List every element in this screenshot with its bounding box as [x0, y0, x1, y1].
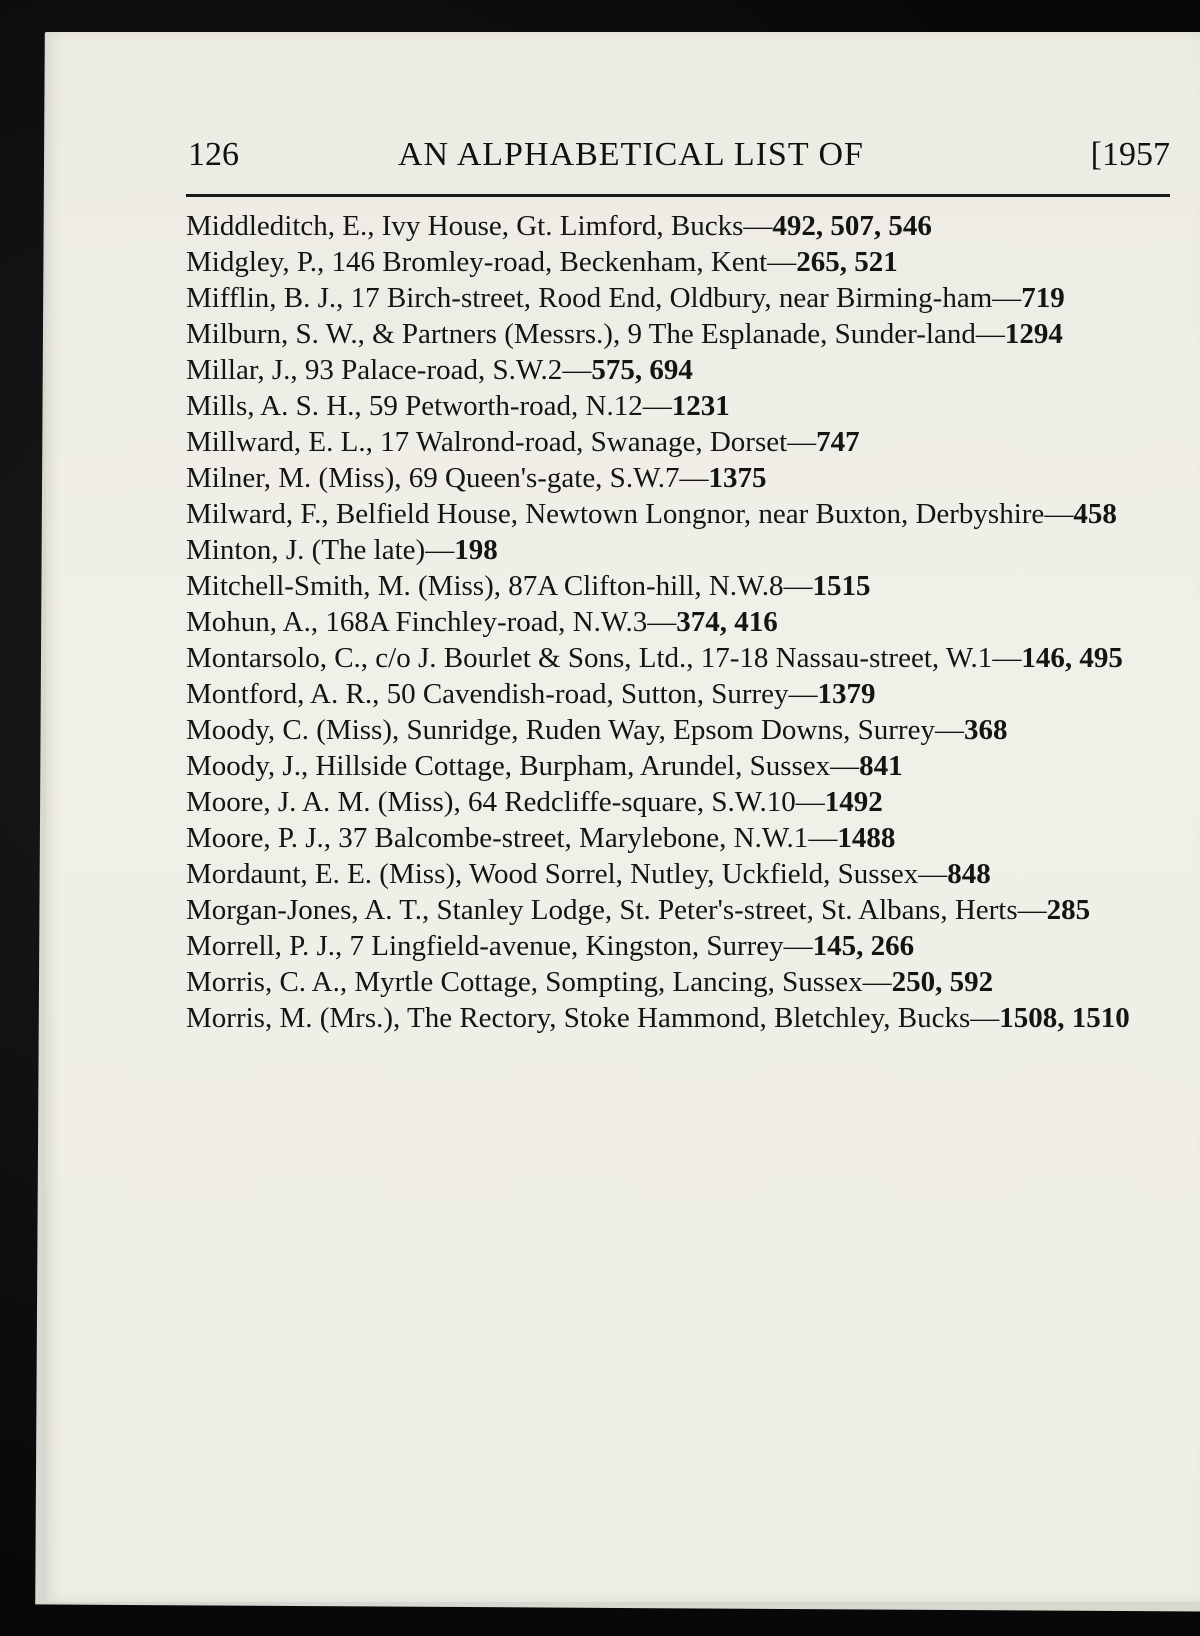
- list-item: Midgley, P., 146 Bromley-road, Beckenham, Kent—265, 521: [186, 246, 898, 278]
- entry-refs: 265, 521: [796, 246, 898, 278]
- entry-name: Middleditch, E., Ivy House, Gt. Limford, Bucks: [186, 210, 744, 242]
- entry-refs: 1294: [1004, 318, 1063, 350]
- entry-name: Morrell, P. J., 7 Lingfield-avenue, Kingston, Surrey: [186, 930, 784, 962]
- list-item: Mifflin, B. J., 17 Birch-street, Rood End, Oldbury, near Birming-ham—719: [186, 282, 1065, 314]
- entry-refs: 250, 592: [891, 966, 994, 998]
- list-item: Moody, C. (Miss), Sunridge, Ruden Way, Epsom Downs, Surrey—368: [186, 714, 1008, 746]
- entry-refs: 285: [1046, 894, 1091, 926]
- entry-name: Mitchell-Smith, M. (Miss), 87A Clifton-hill, N.W.8: [186, 570, 784, 602]
- entry-refs: 368: [963, 714, 1008, 746]
- list-item: Mills, A. S. H., 59 Petworth-road, N.12—1231: [186, 390, 730, 422]
- list-item: Mohun, A., 168A Finchley-road, N.W.3—374, 416: [186, 606, 778, 638]
- entry-refs: 1488: [837, 822, 896, 854]
- entry-refs: 1379: [817, 678, 876, 710]
- entry-name: Moore, J. A. M. (Miss), 64 Redcliffe-square, S.W.10: [186, 786, 796, 818]
- list-item: Milner, M. (Miss), 69 Queen's-gate, S.W.7—1375: [186, 462, 767, 494]
- entry-refs: 145, 266: [812, 930, 915, 962]
- entry-name: Milward, F., Belfield House, Newtown Longnor, near Buxton, Derbyshire: [186, 498, 1045, 530]
- list-item: Moore, J. A. M. (Miss), 64 Redcliffe-square, S.W.10—1492: [186, 786, 883, 818]
- entry-name: Mifflin, B. J., 17 Birch-street, Rood End, Oldbury, near Birming-ham: [186, 282, 993, 314]
- entry-refs: 1375: [708, 462, 767, 494]
- entry-name: Morgan-Jones, A. T., Stanley Lodge, St. Peter's-street, St. Albans, Herts: [186, 894, 1018, 926]
- entry-list: [186, 208, 1176, 1036]
- entry-name: Moore, P. J., 37 Balcombe-street, Marylebone, N.W.1: [186, 822, 809, 854]
- entry-refs: 146, 495: [1021, 642, 1123, 674]
- entry-refs: 841: [859, 750, 903, 782]
- entry-refs: 492, 507, 546: [772, 210, 932, 242]
- entry-name: Morris, M. (Mrs.), The Rectory, Stoke Hammond, Bletchley, Bucks: [186, 1002, 971, 1034]
- list-item: Mordaunt, E. E. (Miss), Wood Sorrel, Nutley, Uckfield, Sussex—848: [186, 858, 991, 890]
- running-head: [188, 136, 1170, 182]
- entry-name: Midgley, P., 146 Bromley-road, Beckenham, Kent: [186, 246, 768, 278]
- list-item: Milward, F., Belfield House, Newtown Longnor, near Buxton, Derbyshire—458: [186, 498, 1117, 530]
- entry-name: Mohun, A., 168A Finchley-road, N.W.3: [186, 606, 648, 638]
- list-item: Middleditch, E., Ivy House, Gt. Limford, Bucks—492, 507, 546: [186, 210, 932, 242]
- entry-refs: 458: [1073, 498, 1117, 530]
- entry-refs: 1231: [671, 390, 730, 422]
- entry-name: Moody, J., Hillside Cottage, Burpham, Arundel, Sussex: [186, 750, 831, 782]
- entry-refs: 719: [1021, 282, 1065, 314]
- list-item: Morgan-Jones, A. T., Stanley Lodge, St. Peter's-street, St. Albans, Herts—285: [186, 894, 1091, 926]
- entry-name: Mordaunt, E. E. (Miss), Wood Sorrel, Nutley, Uckfield, Sussex: [186, 858, 919, 890]
- page-number: 126: [188, 136, 239, 173]
- entry-name: Milner, M. (Miss), 69 Queen's-gate, S.W.7: [186, 462, 680, 494]
- entry-name: Morris, C. A., Myrtle Cottage, Sompting, Lancing, Sussex: [186, 966, 863, 998]
- page-title: AN ALPHABETICAL LIST OF: [398, 136, 864, 173]
- entry-refs: 848: [947, 858, 991, 890]
- entry-refs: 198: [454, 534, 498, 566]
- entry-name: Millar, J., 93 Palace-road, S.W.2: [186, 354, 563, 386]
- list-item: Montford, A. R., 50 Cavendish-road, Sutton, Surrey—1379: [186, 678, 876, 710]
- entry-name: Montarsolo, C., c/o J. Bourlet & Sons, Ltd., 17-18 Nassau-street, W.1: [186, 642, 993, 674]
- header-rule: [186, 194, 1170, 197]
- list-item: Moody, J., Hillside Cottage, Burpham, Arundel, Sussex—841: [186, 750, 903, 782]
- entry-name: Milburn, S. W., & Partners (Messrs.), 9 The Esplanade, Sunder-land: [186, 318, 976, 350]
- entry-name: Mills, A. S. H., 59 Petworth-road, N.12: [186, 390, 643, 422]
- list-item: Montarsolo, C., c/o J. Bourlet & Sons, Ltd., 17-18 Nassau-street, W.1—146, 495: [186, 642, 1123, 674]
- entry-name: Moody, C. (Miss), Sunridge, Ruden Way, Epsom Downs, Surrey: [186, 714, 935, 746]
- entry-name: Minton, J. (The late): [186, 534, 426, 566]
- entry-name: Montford, A. R., 50 Cavendish-road, Sutton, Surrey: [186, 678, 789, 710]
- entry-refs: 575, 694: [591, 354, 693, 386]
- list-item: Milburn, S. W., & Partners (Messrs.), 9 The Esplanade, Sunder-land—1294: [186, 318, 1063, 350]
- entry-refs: 1508, 1510: [999, 1002, 1130, 1034]
- entry-refs: 747: [816, 426, 860, 458]
- entry-refs: 1515: [812, 570, 871, 602]
- entry-refs: 374, 416: [676, 606, 778, 638]
- entry-name: Millward, E. L., 17 Walrond-road, Swanage, Dorset: [186, 426, 788, 458]
- list-item: Millward, E. L., 17 Walrond-road, Swanage, Dorset—747: [186, 426, 860, 458]
- year-marker: [1957: [1090, 136, 1170, 173]
- list-item: Mitchell-Smith, M. (Miss), 87A Clifton-hill, N.W.8—1515: [186, 570, 871, 602]
- list-item: Morris, M. (Mrs.), The Rectory, Stoke Hammond, Bletchley, Bucks—1508, 1510: [186, 1002, 1130, 1034]
- list-item: Morris, C. A., Myrtle Cottage, Sompting, Lancing, Sussex—250, 592: [186, 966, 994, 998]
- list-item: Minton, J. (The late)—198: [186, 534, 498, 566]
- entry-refs: 1492: [824, 786, 883, 818]
- list-item: Millar, J., 93 Palace-road, S.W.2—575, 694: [186, 354, 693, 386]
- list-item: Morrell, P. J., 7 Lingfield-avenue, Kingston, Surrey—145, 266: [186, 930, 915, 962]
- list-item: Moore, P. J., 37 Balcombe-street, Marylebone, N.W.1—1488: [186, 822, 896, 854]
